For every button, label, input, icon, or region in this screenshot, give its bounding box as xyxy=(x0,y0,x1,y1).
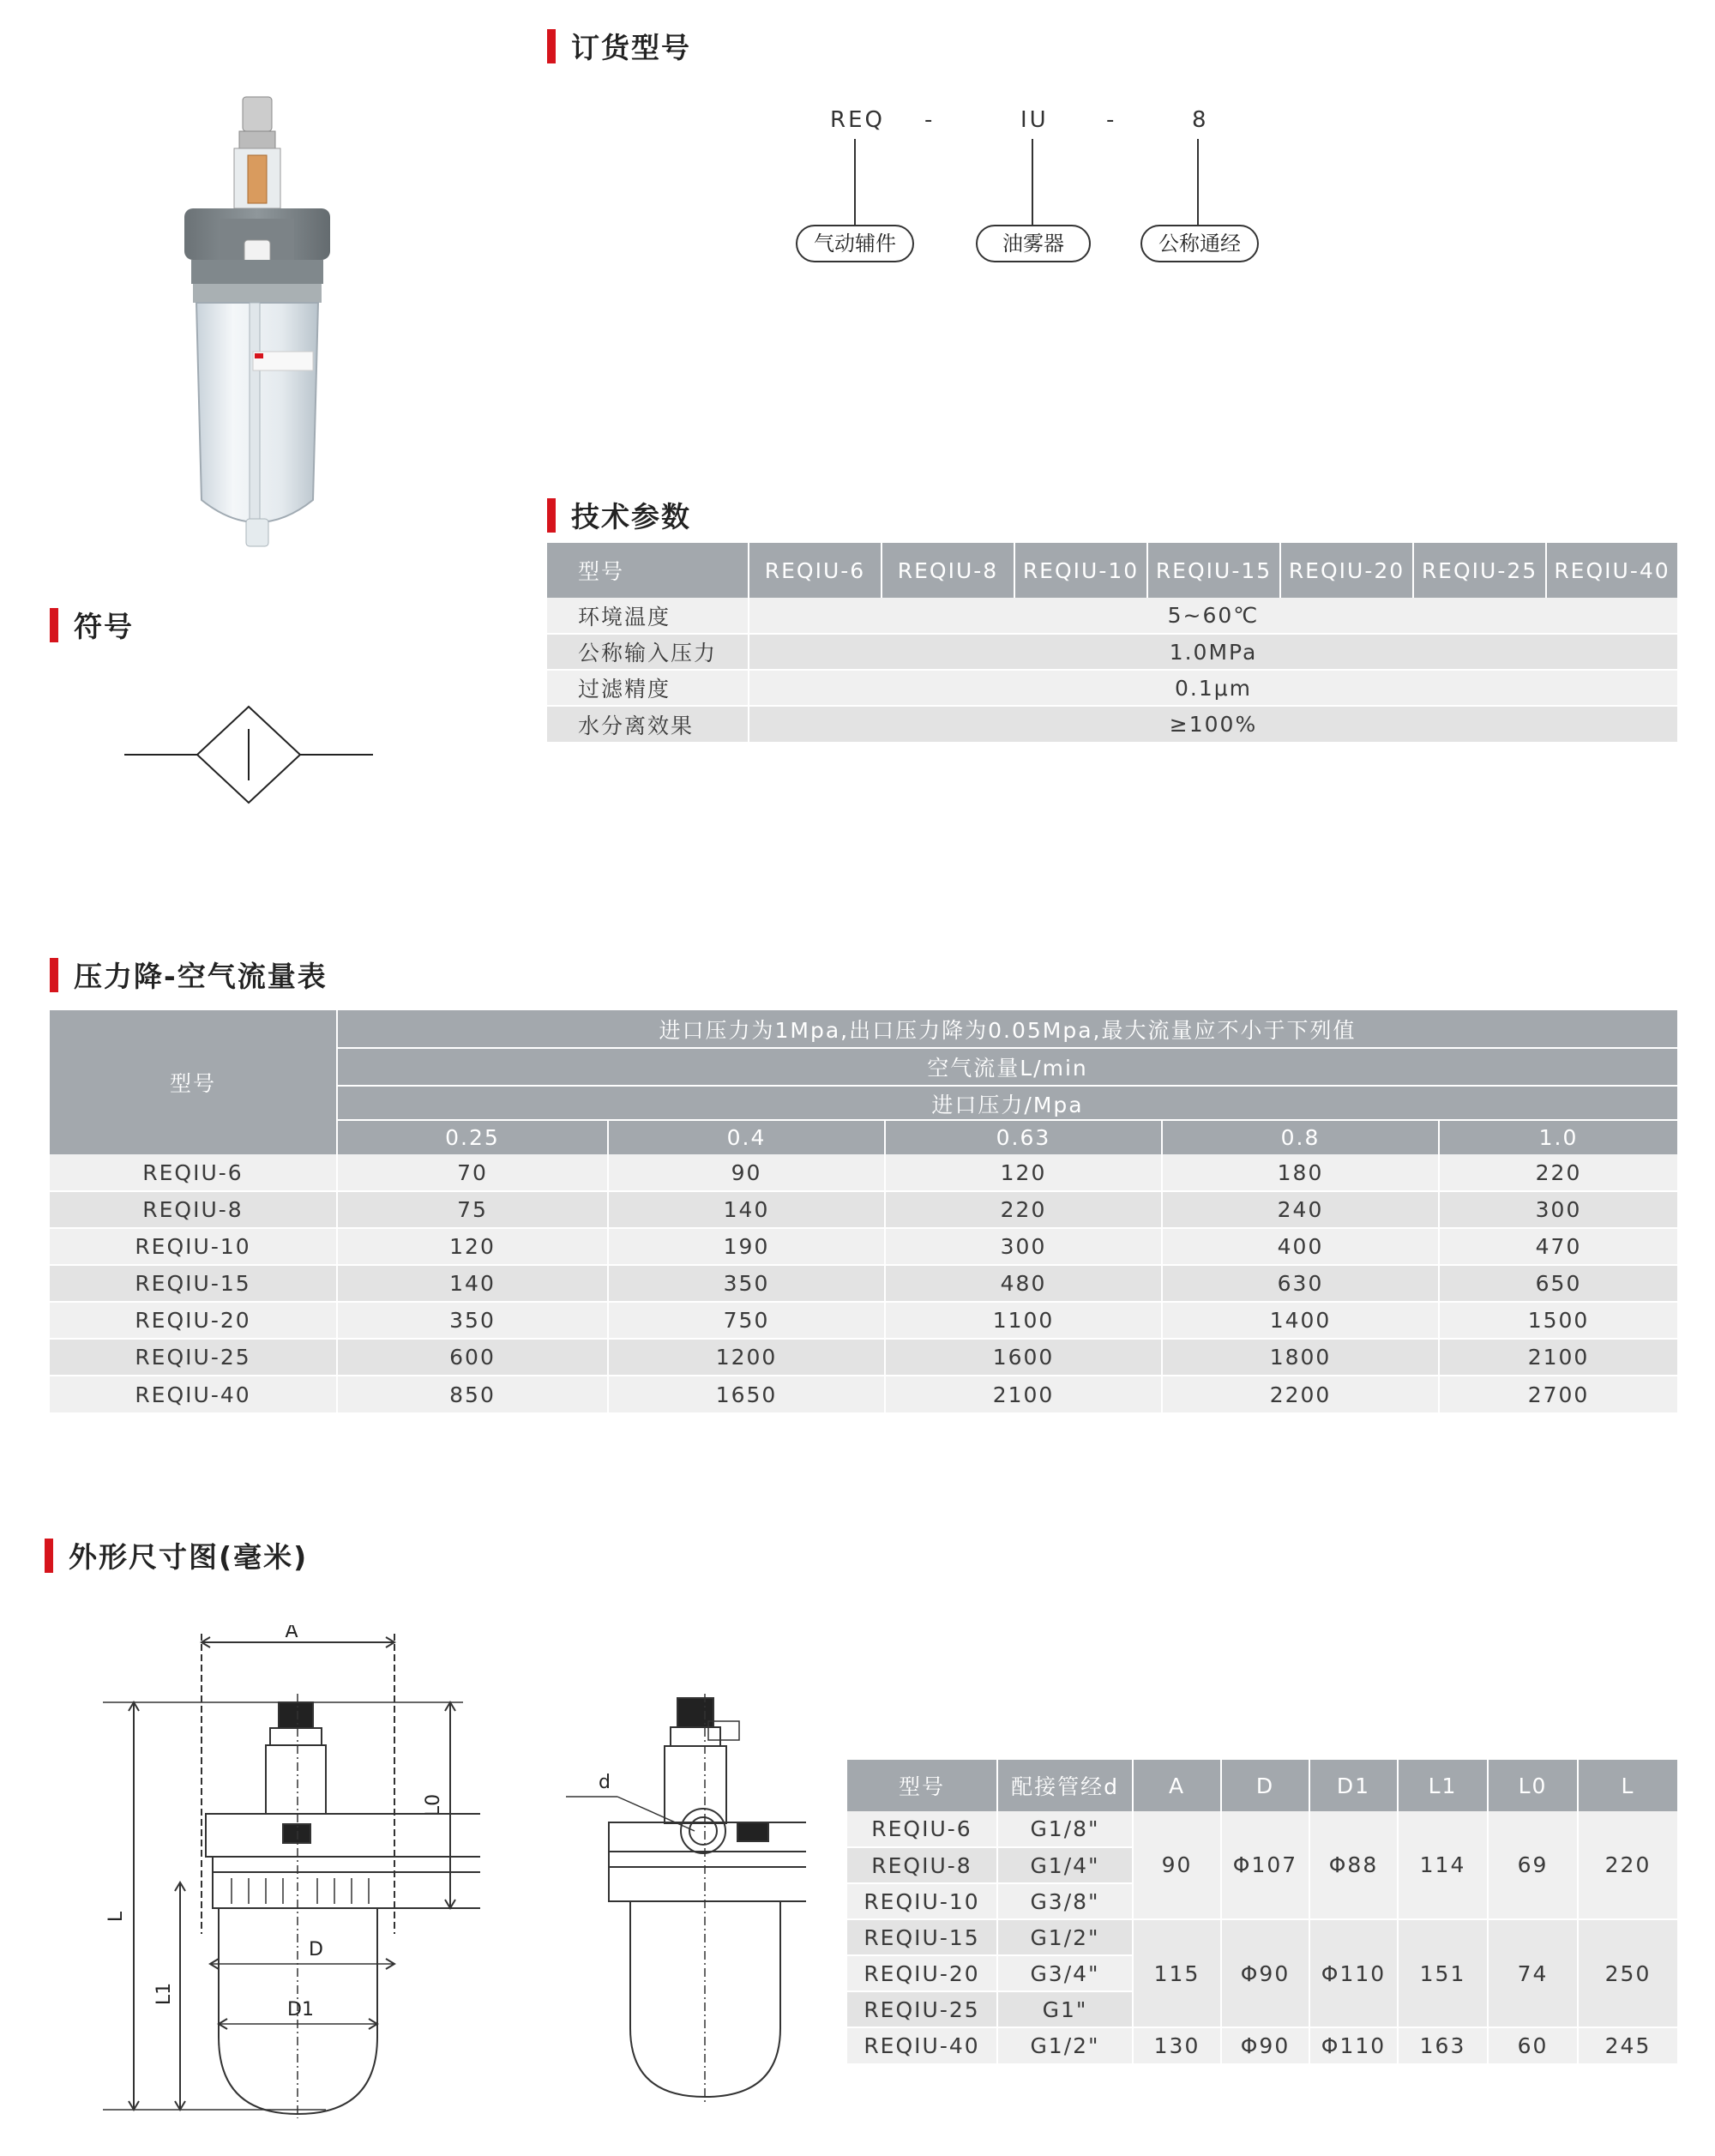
dims-header: L0 xyxy=(1488,1760,1578,1811)
flow-cell: 220 xyxy=(1535,1159,1582,1185)
dims-cell-L: 220 xyxy=(1578,1811,1677,1919)
flow-cell: 120 xyxy=(337,1228,608,1265)
table-row xyxy=(847,2027,1677,2063)
dims-header: D xyxy=(1221,1760,1309,1811)
dims-cell-A: 90 xyxy=(1133,1811,1221,1919)
flow-cell: 1600 xyxy=(885,1339,1162,1376)
tech-row-label: 公称输入压力 xyxy=(547,634,749,670)
tech-title-text: 技术参数 xyxy=(571,500,691,533)
dims-header: 配接管经d xyxy=(997,1760,1133,1811)
title-accent-bar xyxy=(547,498,556,533)
table-row xyxy=(547,598,1677,634)
tech-row-value: 1.0MPa xyxy=(1169,639,1258,665)
dims-cell-L1: 151 xyxy=(1398,1919,1488,2027)
flow-cell: 70 xyxy=(337,1154,608,1191)
flow-cell: 350 xyxy=(337,1302,608,1339)
order-pill-type: 油雾器 xyxy=(976,225,1091,262)
tech-row-value: 0.1μm xyxy=(1174,675,1253,701)
tech-row-label: 过滤精度 xyxy=(547,670,749,706)
order-pill-category: 气动辅件 xyxy=(796,225,914,262)
flow-cell: 350 xyxy=(608,1265,885,1302)
order-leader-line-1 xyxy=(854,139,856,225)
dims-row-model: REQIU-40 xyxy=(847,2027,997,2063)
dims-cell-L1: 114 xyxy=(1398,1811,1488,1919)
flow-header-pressure: 0.4 xyxy=(608,1120,885,1154)
filter-symbol xyxy=(124,705,373,804)
dims-table xyxy=(847,1760,1677,2063)
table-row xyxy=(50,1154,1677,1191)
table-row xyxy=(547,634,1677,670)
flow-cell: 190 xyxy=(608,1228,885,1265)
flow-cell: 1200 xyxy=(608,1339,885,1376)
flow-cell: 1800 xyxy=(1162,1339,1439,1376)
table-row xyxy=(50,1265,1677,1302)
flow-header-pressure: 0.8 xyxy=(1162,1120,1439,1154)
dims-header: D1 xyxy=(1309,1760,1398,1811)
product-photo xyxy=(167,90,347,570)
dims-row-port: G1" xyxy=(997,1991,1133,2027)
tech-header-model: REQIU-25 xyxy=(1413,543,1546,598)
tech-header-model: REQIU-20 xyxy=(1280,543,1413,598)
flow-cell: 850 xyxy=(337,1376,608,1412)
flow-header-condition: 进口压力为1Mpa,出口压力降为0.05Mpa,最大流量应不小于下列值 xyxy=(337,1010,1677,1048)
flow-cell: 1100 xyxy=(885,1302,1162,1339)
flow-cell: 2100 xyxy=(885,1376,1162,1412)
flow-cell: 1400 xyxy=(1162,1302,1439,1339)
flow-table xyxy=(50,1010,1677,1412)
flow-cell: 470 xyxy=(1535,1234,1582,1259)
tech-table xyxy=(547,543,1677,742)
order-code-type: IU xyxy=(1020,107,1049,133)
flow-cell: 650 xyxy=(1535,1271,1582,1296)
dims-cell-L: 245 xyxy=(1604,2033,1652,2058)
flow-cell: 140 xyxy=(337,1265,608,1302)
flow-row-model: REQIU-15 xyxy=(50,1265,337,1302)
table-row xyxy=(50,1228,1677,1265)
dims-cell-D: Φ107 xyxy=(1221,1811,1309,1919)
flow-cell: 180 xyxy=(1162,1154,1439,1191)
title-accent-bar xyxy=(45,1539,53,1573)
front-view-drawing xyxy=(103,1625,480,2123)
flow-cell: 75 xyxy=(337,1191,608,1228)
dims-header: 型号 xyxy=(847,1760,997,1811)
dims-row-port: G3/8" xyxy=(997,1883,1133,1919)
dims-cell-L0: 69 xyxy=(1488,1811,1578,1919)
symbol-title-text: 符号 xyxy=(74,610,134,643)
dims-cell-A: 130 xyxy=(1133,2027,1221,2063)
dim-label-L1: L1 xyxy=(153,1982,175,2006)
tech-header-model: REQIU-6 xyxy=(749,543,882,598)
flow-cell: 400 xyxy=(1162,1228,1439,1265)
dims-row-model: REQIU-8 xyxy=(847,1847,997,1883)
flow-title xyxy=(50,955,328,995)
order-code-prefix: REQ xyxy=(830,107,885,133)
flow-row-model: REQIU-40 xyxy=(50,1376,337,1412)
dim-label-D1: D1 xyxy=(287,1999,314,2020)
order-pill-size: 公称通经 xyxy=(1140,225,1259,262)
dims-row-model: REQIU-20 xyxy=(847,1955,997,1991)
dim-label-A: A xyxy=(285,1625,298,1642)
tech-header-model-label: 型号 xyxy=(547,543,749,598)
order-code-dash-1: - xyxy=(924,107,936,133)
flow-cell: 2100 xyxy=(1527,1345,1590,1370)
dims-header: L1 xyxy=(1398,1760,1488,1811)
dims-row-model: REQIU-6 xyxy=(847,1811,997,1847)
dims-cell-L0: 60 xyxy=(1488,2027,1578,2063)
tech-header-model: REQIU-40 xyxy=(1554,557,1670,583)
order-leader-line-3 xyxy=(1197,139,1199,225)
flow-cell: 240 xyxy=(1162,1191,1439,1228)
dims-cell-D1: Φ110 xyxy=(1309,1919,1398,2027)
table-row xyxy=(50,1191,1677,1228)
dims-row-port: G1/2" xyxy=(997,1919,1133,1955)
flow-cell: 630 xyxy=(1162,1265,1439,1302)
order-code-size: 8 xyxy=(1192,107,1209,133)
flow-header-pressure: 0.25 xyxy=(337,1120,608,1154)
tech-row-value: ≥100% xyxy=(1169,712,1258,737)
flow-cell: 2700 xyxy=(1527,1382,1590,1407)
order-leader-line-2 xyxy=(1032,139,1033,225)
dims-header: L xyxy=(1621,1773,1635,1798)
table-row xyxy=(50,1376,1677,1412)
dims-cell-D: Φ90 xyxy=(1221,1919,1309,2027)
flow-cell: 750 xyxy=(608,1302,885,1339)
flow-header-pressure: 0.63 xyxy=(885,1120,1162,1154)
title-accent-bar xyxy=(50,958,58,992)
dim-label-L0: L0 xyxy=(423,1793,444,1817)
flow-cell: 480 xyxy=(885,1265,1162,1302)
dims-row-port: G1/8" xyxy=(997,1811,1133,1847)
flow-header-pressure: 1.0 xyxy=(1538,1125,1579,1150)
flow-row-model: REQIU-6 xyxy=(50,1154,337,1191)
tech-header-model: REQIU-10 xyxy=(1014,543,1147,598)
side-view-drawing xyxy=(566,1694,806,2123)
tech-row-value: 5~60℃ xyxy=(1167,603,1260,628)
flow-cell: 140 xyxy=(608,1191,885,1228)
dims-row-model: REQIU-25 xyxy=(847,1991,997,2027)
dims-row-port: G3/4" xyxy=(997,1955,1133,1991)
symbol-title xyxy=(50,605,134,645)
dim-label-D: D xyxy=(309,1939,323,1960)
table-row xyxy=(847,1811,1677,1847)
flow-header-inlet-pressure: 进口压力/Mpa xyxy=(337,1086,1677,1120)
order-code-title-text: 订货型号 xyxy=(571,31,691,64)
flow-cell: 1650 xyxy=(608,1376,885,1412)
dims-title xyxy=(45,1535,308,1575)
flow-row-model: REQIU-25 xyxy=(50,1339,337,1376)
flow-cell: 600 xyxy=(337,1339,608,1376)
flow-title-text: 压力降-空气流量表 xyxy=(74,960,328,993)
flow-cell: 120 xyxy=(885,1154,1162,1191)
flow-cell: 300 xyxy=(1535,1197,1582,1222)
order-code-title xyxy=(547,26,691,66)
tech-header-model: REQIU-15 xyxy=(1147,543,1280,598)
tech-header-model: REQIU-8 xyxy=(882,543,1014,598)
dims-cell-L1: 163 xyxy=(1398,2027,1488,2063)
dims-row-port: G1/4" xyxy=(997,1847,1133,1883)
dims-cell-L0: 74 xyxy=(1488,1919,1578,2027)
order-code-dash-2: - xyxy=(1106,107,1117,133)
dims-header: A xyxy=(1133,1760,1221,1811)
table-row xyxy=(547,670,1677,706)
flow-header-airflow: 空气流量L/min xyxy=(337,1048,1677,1086)
dims-cell-D: Φ90 xyxy=(1221,2027,1309,2063)
flow-cell: 90 xyxy=(608,1154,885,1191)
flow-row-model: REQIU-8 xyxy=(50,1191,337,1228)
dims-cell-D1: Φ88 xyxy=(1309,1811,1398,1919)
table-row xyxy=(547,706,1677,742)
tech-title xyxy=(547,495,691,535)
title-accent-bar xyxy=(547,29,556,63)
dim-label-port-d: d xyxy=(599,1772,611,1793)
dims-title-text: 外形尺寸图(毫米) xyxy=(69,1540,309,1574)
table-row xyxy=(50,1302,1677,1339)
flow-row-model: REQIU-20 xyxy=(50,1302,337,1339)
flow-cell: 2200 xyxy=(1162,1376,1439,1412)
tech-row-label: 环境温度 xyxy=(547,598,749,634)
dims-row-port: G1/2" xyxy=(997,2027,1133,2063)
dim-label-L: L xyxy=(105,1911,127,1923)
table-row xyxy=(847,1919,1677,1955)
title-accent-bar xyxy=(50,608,58,642)
dims-row-model: REQIU-15 xyxy=(847,1919,997,1955)
flow-cell: 300 xyxy=(885,1228,1162,1265)
dims-row-model: REQIU-10 xyxy=(847,1883,997,1919)
tech-row-label: 水分离效果 xyxy=(547,706,749,742)
flow-row-model: REQIU-10 xyxy=(50,1228,337,1265)
flow-cell: 1500 xyxy=(1527,1308,1590,1333)
dims-cell-L: 250 xyxy=(1578,1919,1677,2027)
flow-cell: 220 xyxy=(885,1191,1162,1228)
dims-cell-D1: Φ110 xyxy=(1309,2027,1398,2063)
dims-cell-A: 115 xyxy=(1133,1919,1221,2027)
table-row xyxy=(50,1339,1677,1376)
flow-header-model-label: 型号 xyxy=(50,1010,337,1154)
